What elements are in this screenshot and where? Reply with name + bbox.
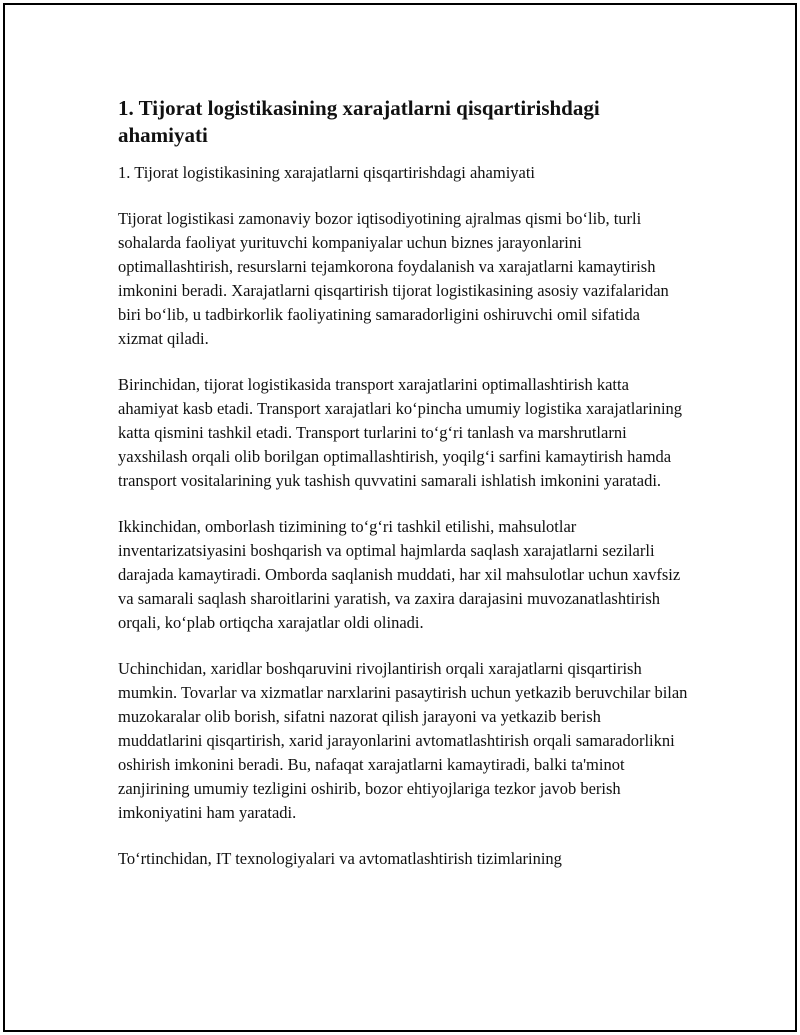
paragraph-warehousing: Ikkinchidan, omborlash tizimining to‘g‘ri tashkil etilishi, mahsulotlar inventarizatsiyasini boshqarish va optimal hajmlarda saqlash xarajatlarni sezilarli darajada kamaytiradi. Omborda saqlanish muddati, har xil mahsulotlar uchun xavfsiz va samarali saqlash sharoitlarini yaratish, va zaxira darajasini muvozanatlashtirish orqali, ko‘plab ortiqcha xarajatlar oldi olinadi. xyxy=(118,517,681,632)
paragraph-procurement: Uchinchidan, xaridlar boshqaruvini rivojlantirish orqali xarajatlarni qisqartirish mumkin. Tovarlar va xizmatlar narxlarini pasaytirish uchun yetkazib beruvchilar bilan muzokaralar olib borish, sifatni nazorat qilish jarayoni va yetkazib berish muddatlarini qisqartirish, xarid jarayonlarini avtomatlashtirish orqali samaradorlikni oshirish imkonini beradi. Bu, nafaqat xarajatlarni kamaytiradi, balki ta'minot zanjirining umumiy tezligini oshirib, bozor ehtiyojlariga tezkor javob berish imkoniyatini ham yaratadi. xyxy=(118,659,688,822)
document-body xyxy=(118,95,688,893)
paragraph-it-technologies: To‘rtinchidan, IT texnologiyalari va avtomatlashtirish tizimlarining xyxy=(118,849,562,868)
document-title: 1. Tijorat logistikasining xarajatlarni qisqartirishdagi ahamiyati xyxy=(118,96,600,147)
paragraph-transport: Birinchidan, tijorat logistikasida transport xarajatlarini optimallashtirish katta ahamiyat kasb etadi. Transport xarajatlari ko‘pincha umumiy logistika xarajatlarining katta qismini tashkil etadi. Transport turlarini to‘g‘ri tanlash va marshrutlarni yaxshilash orqali olib borilgan optimallashtirish, yoqilg‘i sarfini kamaytirish hamda transport vositalarining yuk tashish quvvatini samarali ishlatish imkonini yaratadi. xyxy=(118,375,683,490)
paragraph-intro: Tijorat logistikasi zamonaviy bozor iqtisodiyotining ajralmas qismi bo‘lib, turli sohalarda faoliyat yurituvchi kompaniyalar uchun biznes jarayonlarini optimallashtirish, resurslarni tejamkorona foydalanish va xarajatlarni kamaytirish imkonini beradi. Xarajatlarni qisqartirish tijorat logistikasining asosiy vazifalaridan biri bo‘lib, u tadbirkorlik faoliyatining samaradorligini oshiruvchi omil sifatida xizmat qiladi. xyxy=(118,209,669,348)
document-subtitle: 1. Tijorat logistikasining xarajatlarni qisqartirishdagi ahamiyati xyxy=(118,163,536,182)
